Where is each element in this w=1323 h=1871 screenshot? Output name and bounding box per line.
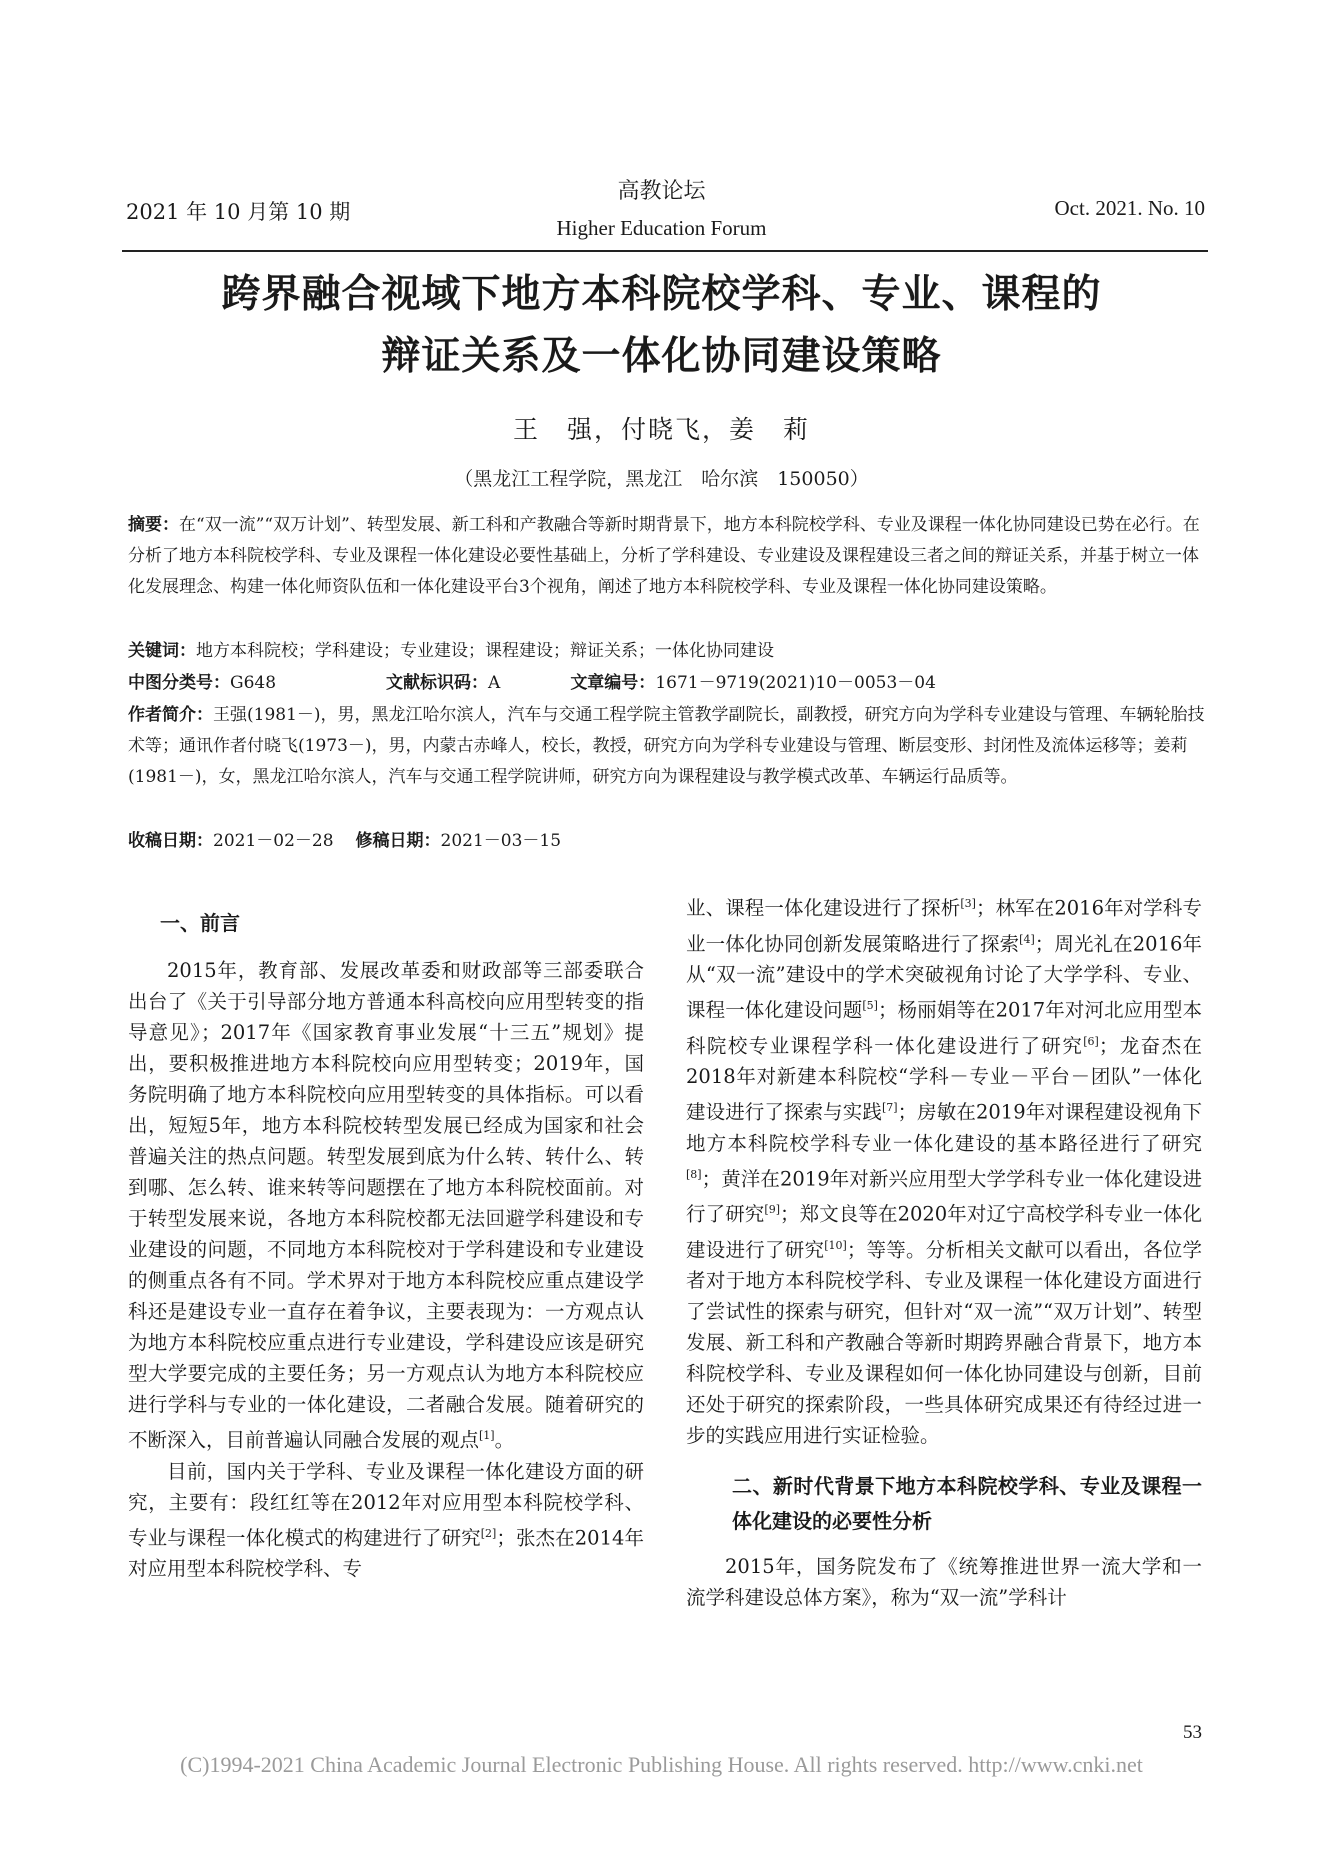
revised-label: 修稿日期：: [355, 831, 441, 851]
left-column: [128, 908, 644, 1584]
right-paragraph-1: 业、课程一体化建设进行了探析[3]；林军在2016年对学科专业一体化协同创新发展策略进行了探索[4]；周光礼在2016年从“双一流”建设中的学术突破视角讨论了大学学科、专业、课程一体化建设问题[5]；杨丽娟等在2017年对河北应用型本科院校专业课程学科一体化建设进行了研究[6]；龙奋杰在2018年对新建本科院校“学科－专业－平台－团队”一体化建设进行了探索与实践[7]；房敏在2019年对课程建设视角下地方本科院校学科专业一体化建设的基本路径进行了研究[8]；黄洋在2019年对新兴应用型大学学科专业一体化建设进行了研究[9]；郑文良等在2020年对辽宁高校学科专业一体化建设进行了研究[10]；等等。分析相关文献可以看出，各位学者对于地方本科院校学科、专业及课程一体化建设方面进行了尝试性的探索与研究，但针对“双一流”“双万计划”、转型发展、新工科和产教融合等新时期跨界融合背景下，地方本科院校学科、专业及课程如何一体化协同建设与创新，目前还处于研究的探索阶段，一些具体研究成果还有待经过进一步的实践应用进行实证检验。: [686, 896, 1202, 1447]
article-no-label: 文章编号：: [570, 673, 656, 693]
author-bio-label: 作者简介：: [128, 705, 213, 725]
author-bio-block: [128, 700, 1208, 793]
keywords-label: 关键词：: [128, 641, 196, 661]
received-date: 2021－02－28: [213, 831, 334, 851]
header-rule: [122, 250, 1208, 252]
right-column: [686, 888, 1202, 1613]
clc-value: G648: [230, 673, 277, 693]
journal-name-cn: 高教论坛: [617, 179, 706, 204]
clc-label: 中图分类号：: [128, 673, 230, 693]
author-bio-text: 王强(1981－)，男，黑龙江哈尔滨人，汽车与交通工程学院主管教学副院长，副教授，研究方向为学科专业建设与管理、车辆轮胎技术等；通讯作者付晓飞(1973－)，男，内蒙古赤峰人，校长，教授，研究方向为学科专业建设与管理、断层变形、封闭性及流体运移等；姜莉(1981－)，女，黑龙江哈尔滨人，汽车与交通工程学院讲师，研究方向为课程建设与教学模式改革、车辆运行品质等。: [128, 705, 1205, 787]
copyright-watermark: (C)1994-2021 China Academic Journal Electronic Publishing House. All rights reserved. http://www.cnki.net: [180, 1752, 1143, 1777]
keywords-text: 地方本科院校；学科建设；专业建设；课程建设；辩证关系；一体化协同建设: [196, 641, 774, 661]
abstract-label: 摘要：: [128, 515, 179, 535]
ref-2: [2]: [480, 1526, 497, 1540]
page-number: 53: [1183, 1722, 1202, 1743]
paper-title: [120, 264, 1203, 388]
abstract-block: [128, 510, 1208, 603]
ref-1: [1]: [479, 1429, 495, 1442]
abstract-text: 在“双一流”“双万计划”、转型发展、新工科和产教融合等新时期背景下，地方本科院校学科、专业及课程一体化协同建设已势在必行。在分析了地方本科院校学科、专业及课程一体化建设必要性基础上，分析了学科建设、专业建设及课程建设三者之间的辩证关系，并基于树立一体化发展理念、构建一体化师资队伍和一体化建设平台3个视角，阐述了地方本科院校学科、专业及课程一体化协同建设策略。: [128, 515, 1200, 597]
classification-block: [128, 668, 1208, 699]
issue-date-cn: 2021 年 10 月第 10 期: [126, 200, 351, 224]
right-paragraph-2: 2015年，国务院发布了《统筹推进世界一流大学和一流学科建设总体方案》，称为“双一流”学科计: [686, 1555, 1202, 1609]
revised-date: 2021－03－15: [440, 831, 562, 851]
issue-date-en: Oct. 2021. No. 10: [1054, 196, 1205, 220]
section-2-heading: 二、新时代背景下地方本科院校学科、专业及课程一体化建设的必要性分析: [732, 1474, 1202, 1533]
keywords-block: [128, 636, 1208, 667]
received-label: 收稿日期：: [128, 831, 213, 851]
title-line-1: 跨界融合视域下地方本科院校学科、专业、课程的: [221, 272, 1102, 317]
journal-name-en: Higher Education Forum: [556, 216, 767, 240]
affiliation: （黑龙江工程学院，黑龙江 哈尔滨 150050）: [454, 468, 869, 490]
left-paragraph-1: 2015年，教育部、发展改革委和财政部等三部委联合出台了《关于引导部分地方普通本科高校向应用型转变的指导意见》；2017年《国家教育事业发展“十三五”规划》提出，要积极推进地方本科院校向应用型转变；2019年，国务院明确了地方本科院校向应用型转变的具体指标。可以看出，短短5年，地方本科院校转型发展已经成为国家和社会普遍关注的热点问题。转型发展到底为什么转、转什么、转到哪、怎么转、谁来转等问题摆在了地方本科院校面前。对于转型发展来说，各地方本科院校都无法回避学科建设和专业建设的问题，不同地方本科院校对于学科建设和专业建设的侧重点各有不同。学术界对于地方本科院校应重点建设学科还是建设专业一直存在着争议，主要表现为：一方观点认为地方本科院校应重点进行专业建设，学科建设应该是研究型大学要完成的主要任务；另一方观点认为地方本科院校应进行学科与专业的一体化建设，二者融合发展。随着研究的不断深入，目前普遍认同融合发展的观点[1]。: [128, 959, 644, 1452]
left-paragraph-2: 目前，国内关于学科、专业及课程一体化建设方面的研究，主要有：段红红等在2012年对应用型本科院校学科、专业与课程一体化模式的构建进行了研究[2]；张杰在2014年对应用型本科院校学科、专: [128, 1459, 644, 1580]
section-1-heading: 一、前言: [160, 911, 240, 935]
doc-code-label: 文献标识码：: [386, 673, 489, 693]
title-line-2: 辩证关系及一体化协同建设策略: [381, 334, 942, 379]
article-no-value: 1671－9719(2021)10－0053－04: [655, 673, 936, 693]
authors: 王 强，付晓飞，姜 莉: [512, 415, 810, 444]
doc-code-value: A: [488, 673, 501, 693]
dates-block: [128, 826, 1208, 857]
